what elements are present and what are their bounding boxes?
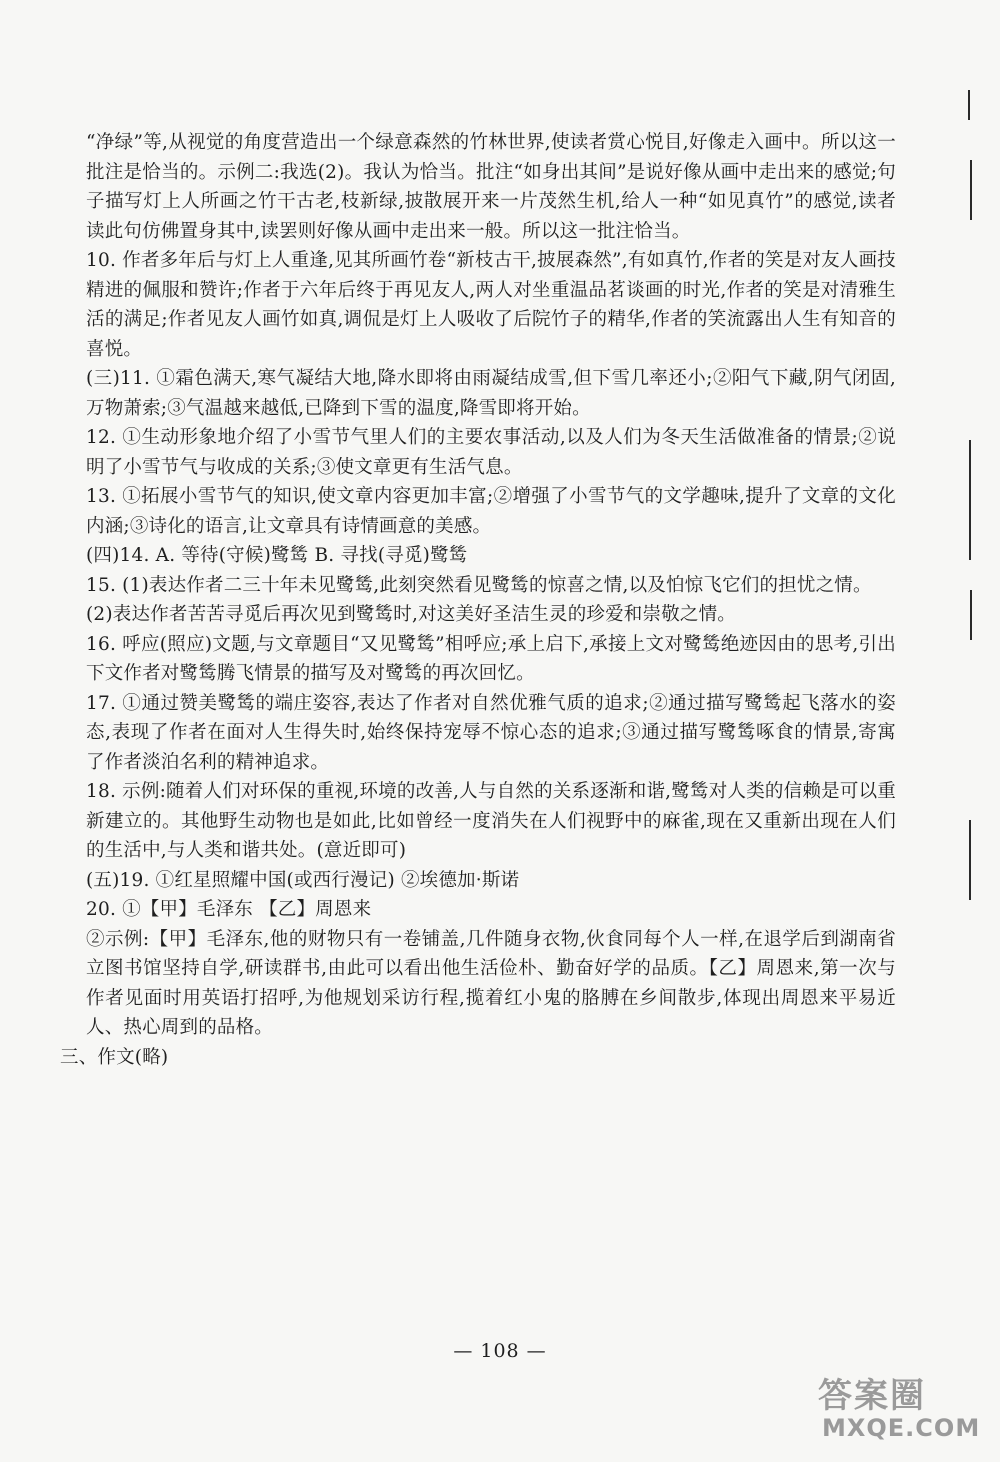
scan-artifact-line	[969, 820, 971, 900]
paragraph-batch-note: “净绿”等,从视觉的角度营造出一个绿意森然的竹林世界,使读者赏心悦目,好像走入画中。所以这一批注是恰当的。示例二:我选(2)。我认为恰当。批注“如身出其间”是说好像从画中走出来的感觉;句子描写灯上人所画之竹干古老,枝新绿,披散展开来一片茂然生机,给人一种“如见真竹”的感觉,读者读此句仿佛置身其中,读罢则好像从画中走出来一般。所以这一批注恰当。	[86, 132, 896, 242]
paragraph-q17: 17. ①通过赞美鹭鸶的端庄姿容,表达了作者对自然优雅气质的追求;②通过描写鹭鸶起飞落水的姿态,表现了作者在面对人生得失时,始终保持宠辱不惊心态的追求;③通过描写鹭鸶啄食的情景,寄寓了作者淡泊名利的精神追求。	[86, 692, 896, 773]
paragraph-q14: (四)14. A. 等待(守候)鹭鸶 B. 寻找(寻觅)鹭鸶	[86, 545, 468, 566]
paragraph-q20-2: ②示例:【甲】毛泽东,他的财物只有一卷铺盖,几件随身衣物,伙食同每个人一样,在退学后到湖南省立图书馆坚持自学,研读群书,由此可以看出他生活俭朴、勤奋好学的品质。【乙】周恩来,第一次与作者见面时用英语打招呼,为他规划采访行程,揽着红小鬼的胳膊在乡间散步,体现出周恩来平易近人、热心周到的品格。	[86, 928, 896, 1038]
scan-artifact-line	[970, 590, 972, 640]
section-composition: 三、作文(略)	[60, 1046, 169, 1068]
paragraph-q16: 16. 呼应(照应)文题,与文章题目“又见鹭鸶”相呼应;承上启下,承接上文对鹭鸶绝迹因由的思考,引出下文作者对鹭鸶腾飞情景的描写及对鹭鸶的再次回忆。	[86, 633, 896, 684]
watermark-logo: 答案圈	[818, 1376, 926, 1416]
watermark	[812, 1368, 982, 1448]
paragraph-q15-1: 15. (1)表达作者二三十年未见鹭鸶,此刻突然看见鹭鸶的惊喜之情,以及怕惊飞它们的担忧之情。	[86, 574, 872, 596]
scan-artifact-line	[970, 160, 972, 220]
paragraph-q11: (三)11. ①霜色满天,寒气凝结大地,降水即将由雨凝结成雪,但下雪几率还小;②阳气下藏,阴气闭固,万物萧索;③气温越来越低,已降到下雪的温度,降雪即将开始。	[86, 368, 896, 419]
paragraph-q18: 18. 示例:随着人们对环保的重视,环境的改善,人与自然的关系逐渐和谐,鹭鸶对人类的信赖是可以重新建立的。其他野生动物也是如此,比如曾经一度消失在人们视野中的麻雀,现在又重新出现在人们的生活中,与人类和谐共处。(意近即可)	[86, 781, 896, 861]
watermark-url: MXQE.COM	[822, 1414, 981, 1442]
answer-text-block	[60, 128, 896, 1072]
scan-artifact-line	[968, 90, 970, 120]
paragraph-q13: 13. ①拓展小雪节气的知识,使文章内容更加丰富;②增强了小雪节气的文学趣味,提升了文章的文化内涵;③诗化的语言,让文章具有诗情画意的美感。	[86, 486, 896, 537]
paragraph-q10: 10. 作者多年后与灯上人重逢,见其所画竹卷“新枝古干,披展森然”,有如真竹,作者的笑是对友人画技精进的佩服和赞许;作者于六年后终于再见友人,两人对坐重温品茗谈画的时光,作者的笑是对清雅生活的满足;作者见友人画竹如真,调侃是灯上人吸收了后院竹子的精华,作者的笑流露出人生有知音的喜悦。	[86, 250, 896, 360]
paragraph-q19: (五)19. ①红星照耀中国(或西行漫记) ②埃德加·斯诺	[86, 869, 520, 891]
scan-artifact-line	[969, 440, 971, 560]
paragraph-q20-1: 20. ①【甲】毛泽东 【乙】周恩来	[86, 899, 372, 920]
page-number: — 108 —	[453, 1340, 547, 1362]
paragraph-q15-2: (2)表达作者苦苦寻觅后再次见到鹭鸶时,对这美好圣洁生灵的珍爱和崇敬之情。	[86, 604, 736, 625]
paragraph-q12: 12. ①生动形象地介绍了小雪节气里人们的主要农事活动,以及人们为冬天生活做准备的情景;②说明了小雪节气与收成的关系;③使文章更有生活气息。	[86, 427, 896, 478]
